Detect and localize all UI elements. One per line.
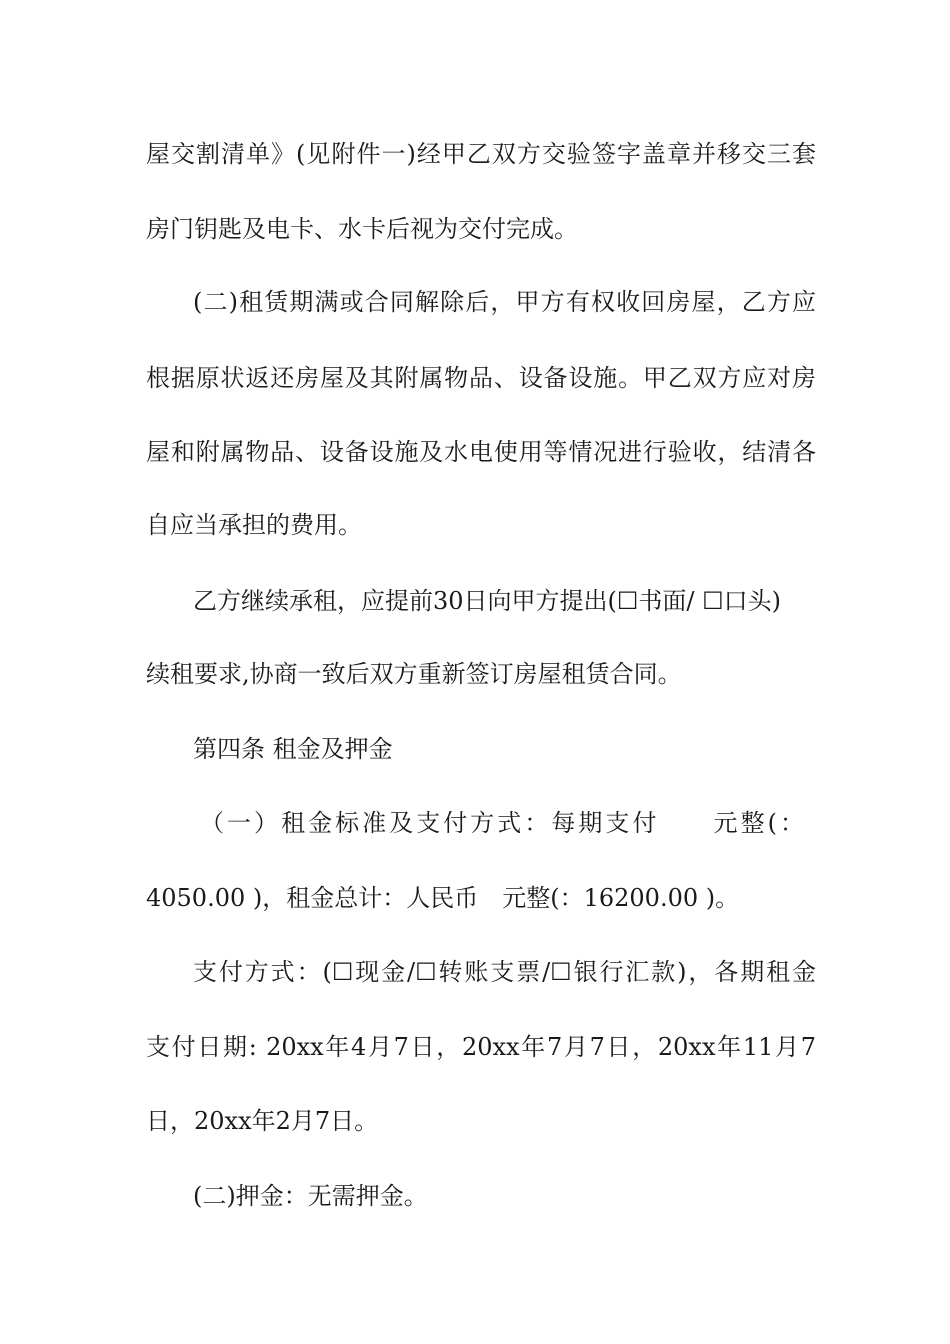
paragraph-line-3: (二)租赁期满或合同解除后，甲方有权收回房屋，乙方应 (193, 288, 816, 316)
paragraph-line-15: (二)押金：无需押金。 (193, 1182, 428, 1210)
paragraph-line-4: 根据原状返还房屋及其附属物品、设备设施。甲乙双方应对房 (146, 364, 816, 392)
paragraph-line-1: 屋交割清单》(见附件一)经甲乙双方交验签字盖章并移交三套 (146, 140, 816, 168)
paragraph-line-2: 房门钥匙及电卡、水卡后视为交付完成。 (146, 215, 578, 243)
section-heading: 第四条 租金及押金 (193, 735, 393, 763)
paragraph-line-8: 续租要求,协商一致后双方重新签订房屋租赁合同。 (146, 660, 682, 688)
paragraph-line-11: 4050.00 )，租金总计：人民币 元整(：16200.00 )。 (146, 884, 740, 912)
paragraph-line-5: 屋和附属物品、设备设施及水电使用等情况进行验收，结清各 (146, 438, 816, 466)
paragraph-line-7: 乙方继续承租，应提前30日向甲方提出(☐书面/ ☐口头) (193, 587, 782, 615)
paragraph-line-14: 日，20xx年2月7日。 (146, 1107, 379, 1135)
paragraph-line-13: 支付日期: 20xx年4月7日，20xx年7月7日，20xx年11月7 (146, 1033, 816, 1061)
paragraph-line-6: 自应当承担的费用。 (146, 511, 362, 539)
paragraph-line-10: （一）租金标准及支付方式：每期支付 元整(： (200, 809, 804, 837)
paragraph-line-12: 支付方式：(☐现金/☐转账支票/☐银行汇款)，各期租金 (193, 958, 816, 986)
